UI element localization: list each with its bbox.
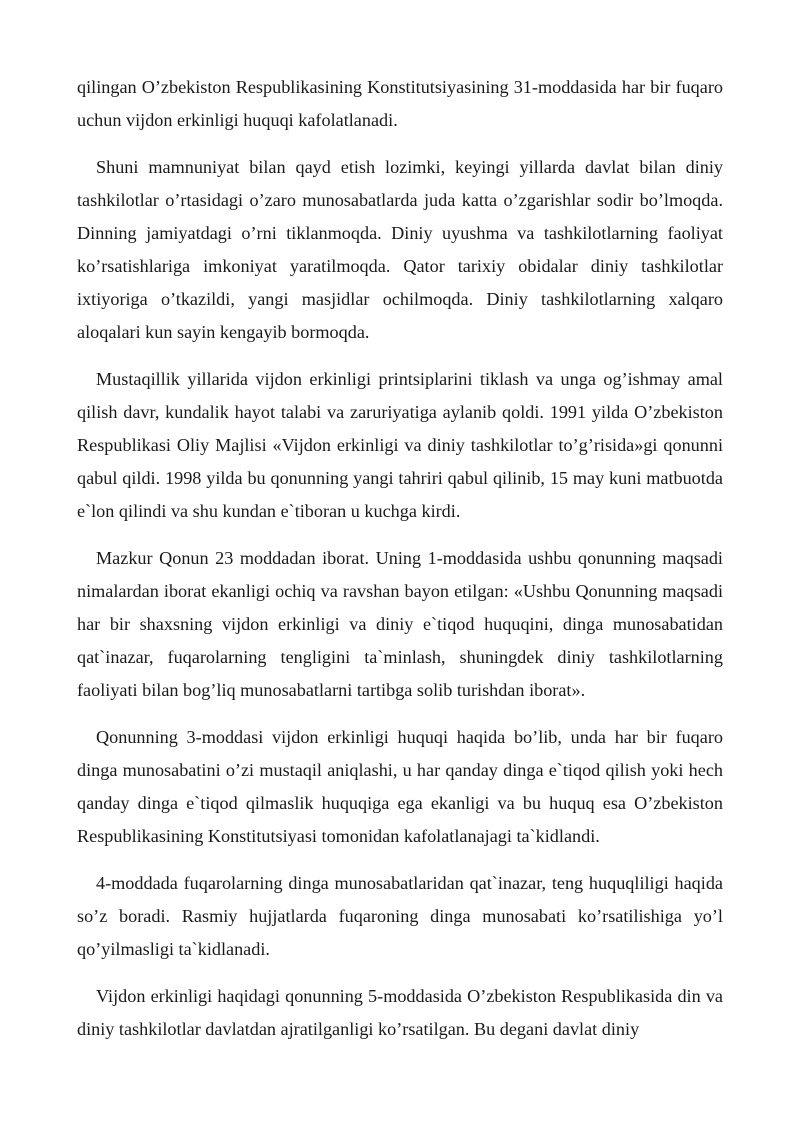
paragraph: Qonunning 3-moddasi vijdon erkinligi huquqi haqida bo’lib, unda har bir fuqaro dinga munosabatini o’zi mustaqil aniqlashi, u har qanday dinga e`tiqod qilish yoki hech qanday dinga e`tiqod qilmaslik huquqiga ega ekanligi va bu huquq esa O’zbekiston Respublikasining Konstitutsiyasi tomonidan kafolatlanajagi ta`kidlandi.	[77, 727, 723, 846]
paragraph: Shuni mamnuniyat bilan qayd etish lozimki, keyingi yillarda davlat bilan diniy tashkilotlar o’rtasidagi o’zaro munosabatlarda juda katta o’zgarishlar sodir bo’lmoqda. Dinning jamiyatdagi o’rni tiklanmoqda. Diniy uyushma va tashkilotlarning faoliyat ko’rsatishlariga imkoniyat yaratilmoqda. Qator tarixiy obidalar diniy tashkilotlar ixtiyoriga o’tkazildi, yangi masjidlar ochilmoqda. Diniy tashkilotlarning xalqaro aloqalari kun sayin kengayib bormoqda.	[77, 157, 723, 342]
paragraph: Mustaqillik yillarida vijdon erkinligi printsiplarini tiklash va unga og’ishmay amal qilish davr, kundalik hayot talabi va zaruriyatiga aylanib qoldi. 1991 yilda O’zbekiston Respublikasi Oliy Majlisi «Vijdon erkinligi va diniy tashkilotlar to’g’risida»gi qonunni qabul qildi. 1998 yilda bu qonunning yangi tahriri qabul qilinib, 15 may kuni matbuotda e`lon qilindi va shu kundan e`tiboran u kuchga kirdi.	[77, 369, 723, 521]
document-page	[77, 71, 723, 1060]
paragraph: 4-moddada fuqarolarning dinga munosabatlaridan qat`inazar, teng huquqliligi haqida so’z boradi. Rasmiy hujjatlarda fuqaroning dinga munosabati ko’rsatilishiga yo’l qo’yilmasligi ta`kidlanadi.	[77, 873, 723, 959]
paragraph: Mazkur Qonun 23 moddadan iborat. Uning 1-moddasida ushbu qonunning maqsadi nimalardan iborat ekanligi ochiq va ravshan bayon etilgan: «Ushbu Qonunning maqsadi har bir shaxsning vijdon erkinligi va diniy e`tiqod huquqini, dinga munosabatidan qat`inazar, fuqarolarning tengligini ta`minlash, shuningdek diniy tashkilotlarning faoliyati bilan bog’liq munosabatlarni tartibga solib turishdan iborat».	[77, 548, 723, 700]
paragraph-continuation: qilingan O’zbekiston Respublikasining Konstitutsiyasining 31-moddasida har bir fuqaro uchun vijdon erkinligi huquqi kafolatlanadi.	[77, 77, 723, 130]
paragraph: Vijdon erkinligi haqidagi qonunning 5-moddasida O’zbekiston Respublikasida din va diniy tashkilotlar davlatdan ajratilganligi ko’rsatilgan. Bu degani davlat diniy	[77, 986, 723, 1039]
